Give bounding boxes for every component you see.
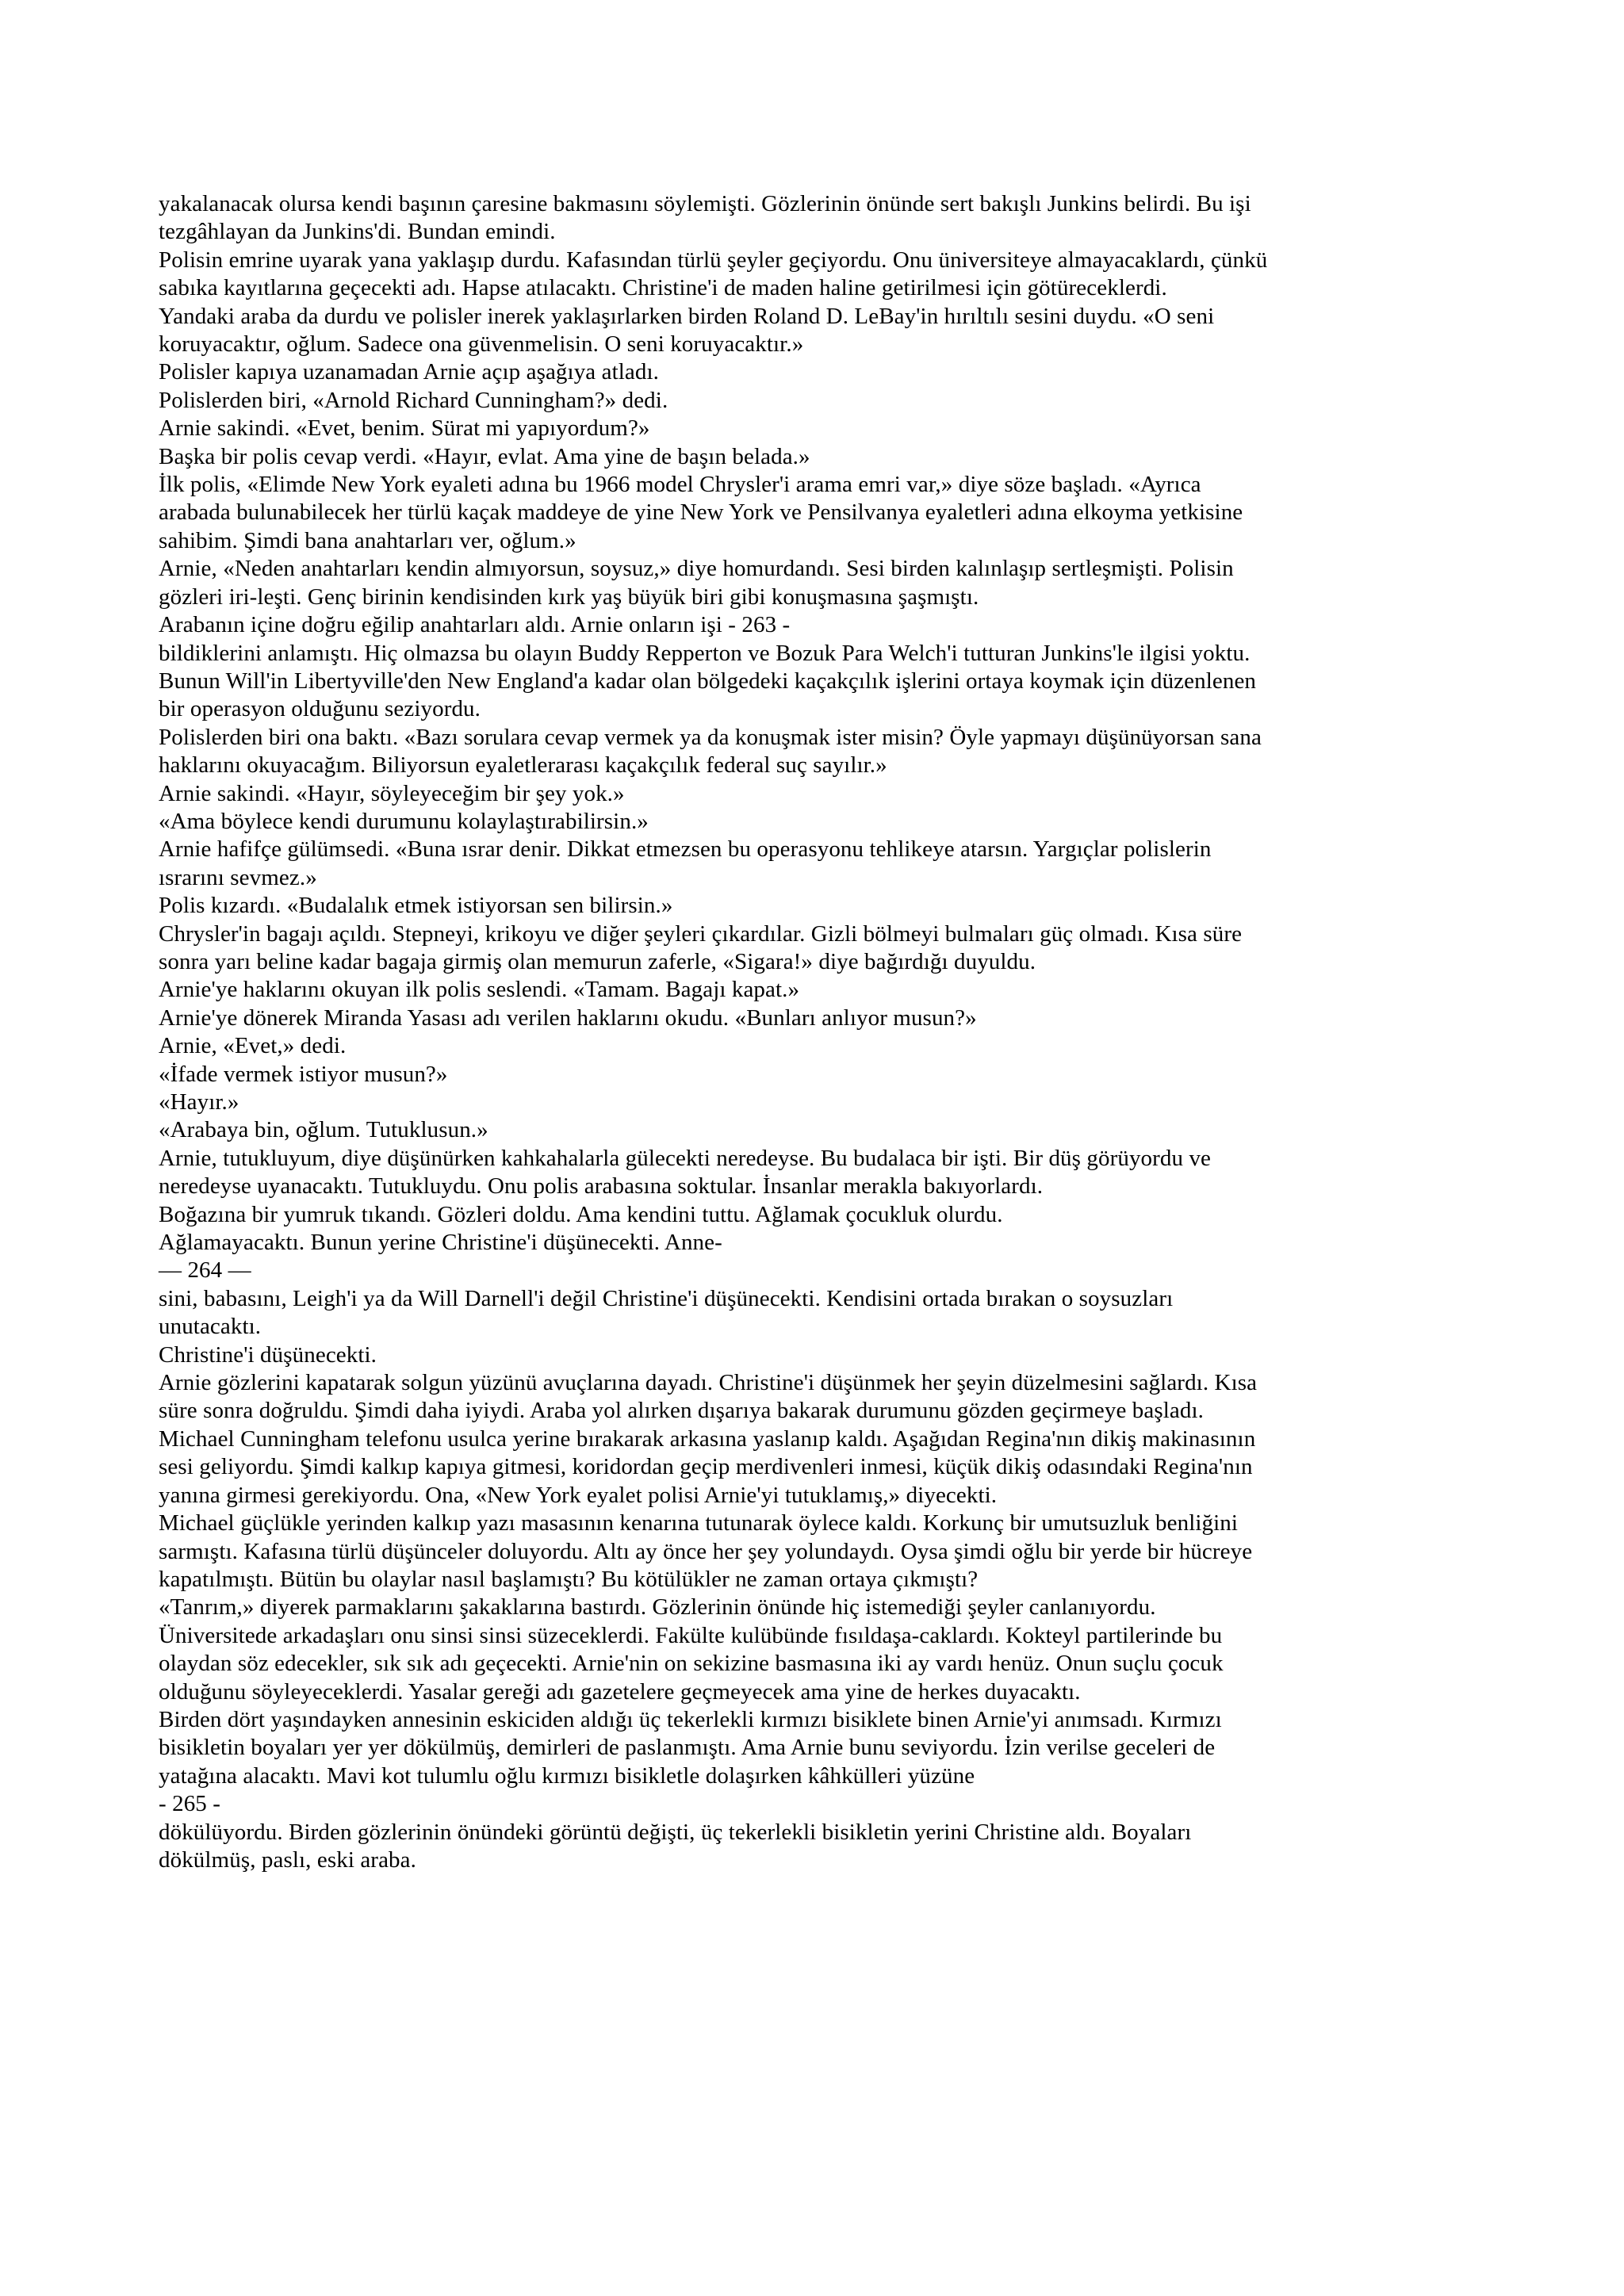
text-line: unutacaktı. xyxy=(159,1314,262,1340)
text-line: bir operasyon olduğunu seziyordu. xyxy=(159,696,481,722)
text-line: Arnie hafifçe gülümsedi. «Buna ısrar denir. Dikkat etmezsen bu operasyonu tehlikeye atarsın. Yargıçlar polislerin xyxy=(159,836,1212,863)
text-line: yatağına alacaktı. Mavi kot tulumlu oğlu kırmızı bisikletle dolaşırken kâhkülleri yüzüne xyxy=(159,1762,975,1789)
text-line: İlk polis, «Elimde New York eyaleti adına bu 1966 model Chrysler'i arama emri var,» diye söze başladı. «Ayrıca xyxy=(159,472,1201,498)
text-line: Üniversitede arkadaşları onu sinsi sinsi süzeceklerdi. Fakülte kulübünde fısıldaşa-caklardı. Kokteyl partilerinde bu xyxy=(159,1622,1223,1648)
text-line: Arnie'ye haklarını okuyan ilk polis seslendi. «Tamam. Bagajı kapat.» xyxy=(159,977,800,1003)
text-line: koruyacaktır, oğlum. Sadece ona güvenmelisin. O seni koruyacaktır.» xyxy=(159,331,804,358)
text-line: sesi geliyordu. Şimdi kalkıp kapıya gitmesi, koridordan geçip merdivenleri inmesi, küçük dikiş odasındaki Regina'nın xyxy=(159,1454,1253,1480)
text-line: gözleri iri-leşti. Genç birinin kendisinden kırk yaş büyük biri gibi konuşmasına şaşmıştı. xyxy=(159,584,979,610)
text-line: Arnie, tutukluyum, diye düşünürken kahkahalarla gülecekti neredeyse. Bu budalaca bir işti. Bir düş görüyordu ve xyxy=(159,1145,1212,1171)
text-line: Arnie sakindi. «Evet, benim. Sürat mi yapıyordum?» xyxy=(159,415,650,442)
text-line: Michael Cunningham telefonu usulca yerine bırakarak arkasına yaslanıp kaldı. Aşağıdan Regina'nın dikiş makinasının xyxy=(159,1425,1256,1452)
text-line: arabada bulunabilecek her türlü kaçak maddeye de yine New York ve Pensilvanya eyaletleri adına elkoyma yetkisine xyxy=(159,499,1243,526)
page-number: — 264 — xyxy=(159,1257,251,1284)
text-line: Polis kızardı. «Budalalık etmek istiyorsan sen bilirsin.» xyxy=(159,893,673,919)
text-line: Arabanın içine doğru eğilip anahtarları aldı. Arnie onların işi - 263 - xyxy=(159,612,791,638)
text-line: sini, babasını, Leigh'i ya da Will Darnell'i değil Christine'i düşünecekti. Kendisini ortada bırakan o soysuzları xyxy=(159,1285,1174,1311)
text-line: sonra yarı beline kadar bagaja girmiş olan memurun zaferle, «Sigara!» diye bağırdığı duyuldu. xyxy=(159,948,1036,974)
text-line: kapatılmıştı. Bütün bu olaylar nasıl başlamıştı? Bu kötülükler ne zaman ortaya çıkmıştı? xyxy=(159,1566,979,1592)
text-line: yanına girmesi gerekiyordu. Ona, «New York eyalet polisi Arnie'yi tutuklamış,» diyecekti. xyxy=(159,1482,998,1508)
text-line: sahibim. Şimdi bana anahtarları ver, oğlum.» xyxy=(159,527,576,553)
page-number: dökülüyordu. Birden gözlerinin önündeki görüntü değişti, üç tekerlekli bisikletin yerini Christine aldı. Boyaları xyxy=(159,1819,1192,1845)
text-line: Başka bir polis cevap verdi. «Hayır, evlat. Ama yine de başın belada.» xyxy=(159,443,810,469)
text-line: Bunun Will'in Libertyville'den New England'a kadar olan bölgedeki kaçakçılık işlerini ortaya koymak için düzenlenen xyxy=(159,668,1257,694)
text-line: Polisler kapıya uzanamadan Arnie açıp aşağıya atladı. xyxy=(159,359,659,385)
text-line: Boğazına bir yumruk tıkandı. Gözleri doldu. Ama kendini tuttu. Ağlamak çocukluk olurdu. xyxy=(159,1201,1003,1227)
text-line: Polisin emrine uyarak yana yaklaşıp durdu. Kafasından türlü şeyler geçiyordu. Onu üniversiteye almayacaklardı, çünkü xyxy=(159,247,1268,273)
text-line: Arnie, «Neden anahtarları kendin almıyorsun, soysuz,» diye homurdandı. Sesi birden kalınlaşıp sertleşmişti. Polisin xyxy=(159,556,1234,582)
text-line: sarmıştı. Kafasına türlü düşünceler doluyordu. Altı ay önce her şey yolundaydı. Oysa şimdi oğlu bir yerde bir hücreye xyxy=(159,1538,1253,1564)
text-line: olaydan söz edecekler, sık sık adı geçecekti. Arnie'nin on sekizine basmasına iki ay vardı henüz. Onun suçlu çocuk xyxy=(159,1651,1224,1677)
text-line: «Ama böylece kendi durumunu kolaylaştırabilirsin.» xyxy=(159,808,649,834)
text-line: ısrarını sevmez.» xyxy=(159,864,317,890)
page-text xyxy=(159,190,1459,1874)
text-line: Arnie'ye dönerek Miranda Yasası adı verilen haklarını okudu. «Bunları anlıyor musun?» xyxy=(159,1004,977,1031)
text-line: «Tanrım,» diyerek parmaklarını şakaklarına bastırdı. Gözlerinin önünde hiç istemediği şeyler canlanıyordu. xyxy=(159,1594,1156,1621)
text-line: haklarını okuyacağım. Biliyorsun eyaletlerarası kaçakçılık federal suç sayılır.» xyxy=(159,752,887,779)
text-line: neredeyse uyanacaktı. Tutukluydu. Onu polis arabasına soktular. İnsanlar merakla bakıyorlardı. xyxy=(159,1173,1044,1200)
text-line: bisikletin boyaları yer yer dökülmüş, demirleri de paslanmıştı. Ama Arnie bunu seviyordu. İzin verilse geceleri de xyxy=(159,1735,1216,1761)
text-line: olduğunu söyleyeceklerdi. Yasalar gereği adı gazetelere geçmeyecek ama yine de herkes duyacaktı. xyxy=(159,1678,1081,1705)
text-line: tezgâhlayan da Junkins'di. Bundan emindi. xyxy=(159,219,556,245)
text-line: dökülmüş, paslı, eski araba. xyxy=(159,1846,416,1873)
text-line: Christine'i düşünecekti. xyxy=(159,1341,377,1368)
text-line: Michael güçlükle yerinden kalkıp yazı masasının kenarına tutunarak öylece kaldı. Korkunç bir umutsuzluk benliğini xyxy=(159,1510,1239,1536)
text-line: Birden dört yaşındayken annesinin eskiciden aldığı üç tekerlekli kırmızı bisiklete binen Arnie'yi anımsadı. Kırmızı xyxy=(159,1706,1222,1732)
text-line: Polislerden biri ona baktı. «Bazı sorulara cevap vermek ya da konuşmak ister misin? Öyle yapmayı düşünüyorsan sana xyxy=(159,724,1262,750)
text-line: «Arabaya bin, oğlum. Tutuklusun.» xyxy=(159,1117,488,1143)
text-line: Ağlamayacaktı. Bunun yerine Christine'i düşünecekti. Anne- xyxy=(159,1230,722,1256)
text-line: Yandaki araba da durdu ve polisler inerek yaklaşırlarken birden Roland D. LeBay'in hırıltılı sesini duydu. «O seni xyxy=(159,303,1215,329)
text-line: bildiklerini anlamıştı. Hiç olmazsa bu olayın Buddy Repperton ve Bozuk Para Welch'i tutturan Junkins'le ilgisi yoktu. xyxy=(159,640,1251,666)
text-line: Arnie gözlerini kapatarak solgun yüzünü avuçlarına dayadı. Christine'i düşünmek her şeyin düzelmesini sağlardı. Kısa xyxy=(159,1370,1258,1396)
text-line: sabıka kayıtlarına geçecekti adı. Hapse atılacaktı. Christine'i de maden haline getirilmesi için götüreceklerdi. xyxy=(159,275,1167,301)
text-line: «İfade vermek istiyor musun?» xyxy=(159,1061,448,1087)
text-line: - 265 - xyxy=(159,1791,221,1817)
text-line: Chrysler'in bagajı açıldı. Stepneyi, krikoyu ve diğer şeyleri çıkardılar. Gizli bölmeyi bulmaları güç olmadı. Kısa süre xyxy=(159,920,1243,947)
text-line: süre sonra doğruldu. Şimdi daha iyiydi. Araba yol alırken dışarıya bakarak durumunu gözden geçirmeye başladı. xyxy=(159,1398,1204,1424)
text-line: Arnie sakindi. «Hayır, söyleyeceğim bir şey yok.» xyxy=(159,780,625,806)
text-line: Polislerden biri, «Arnold Richard Cunningham?» dedi. xyxy=(159,387,668,413)
text-line: Arnie, «Evet,» dedi. xyxy=(159,1033,347,1059)
text-line: yakalanacak olursa kendi başının çaresine bakmasını söylemişti. Gözlerinin önünde sert bakışlı Junkins belirdi. Bu işi xyxy=(159,191,1251,216)
text-line: «Hayır.» xyxy=(159,1089,239,1115)
